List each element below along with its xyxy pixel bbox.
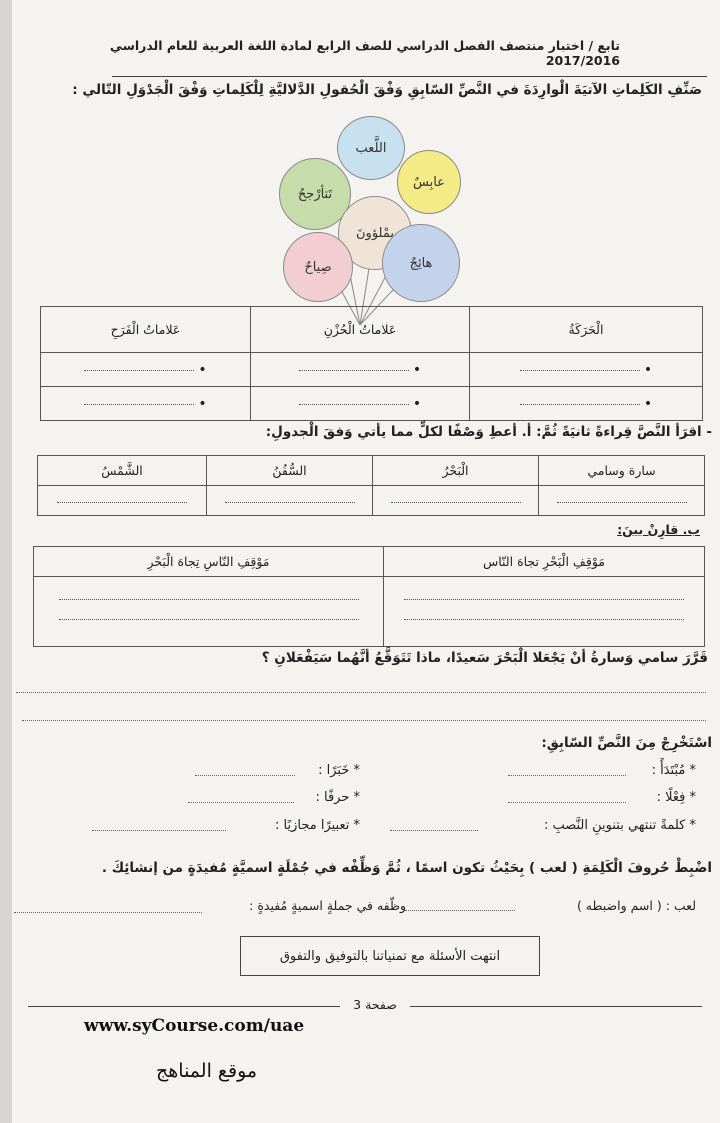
exam-header: تابع / اختبار منتصف الفصل الدراسي للصف الرابع لمادة اللغة العربية للعام الدراسي 2017/2016 (109, 38, 620, 68)
q1-answer-cell[interactable]: • (251, 387, 470, 421)
q2-description-table (37, 455, 705, 516)
q1-answer-cell[interactable]: • (251, 353, 470, 387)
q4-khabar-answer[interactable] (195, 775, 295, 776)
q4-mubtada-label: * مُبْتَدَأً : (651, 763, 696, 778)
q1-header-sadness: عَلاماتُ الْحُزْنِ (251, 307, 470, 353)
balloon-4: يمْلؤونَ (338, 196, 412, 270)
header-rule (112, 76, 707, 77)
compare-header-people-to-sea: مَوْقِفِ النّاسِ تِجاهَ الْبَحْرِ (34, 547, 384, 577)
page-number: صفحة 3 (353, 997, 397, 1012)
q4-fiil-answer[interactable] (508, 802, 626, 803)
q5-sentence-answer[interactable] (14, 912, 202, 913)
watermark-url[interactable]: www.syCourse.com/uae (84, 1016, 305, 1036)
q2-answer-cell[interactable] (539, 486, 705, 516)
balloon-3: تَتأرْجحُ (279, 158, 351, 230)
q4-title: اسْتَخْرِجْ مِنَ النَّصِّ السّابِقِ: (541, 735, 712, 751)
q4-majazi-answer[interactable] (92, 830, 226, 831)
balloon-2: عابِسٌ (397, 150, 461, 214)
footer-rule-right (410, 1006, 702, 1007)
watermark-site-name: موقع المناهج (156, 1060, 258, 1082)
q1-instruction: صَنِّفِ الكَلِماتِ الآتيَةَ الْوارِدَةَ في النَّصِّ السّابِقِ وَفْقَ الْحُقولِ الدَّلاليَّةِ لِلْكَلِماتِ وَفْقَ الْجَدْوَلِ التّالي : (72, 82, 702, 98)
q3-question: قَرَّرَ سامي وَسارةُ أنْ يَجْعَلا الْبَحْرَ سَعيدًا، ماذا تَتَوَقَّعُ أنَّهُما سَيَفْعَلانِ ؟ (261, 650, 708, 666)
compare-answer-cell[interactable] (34, 577, 384, 647)
q1-classification-table (40, 306, 703, 421)
q2-answer-cell[interactable] (207, 486, 373, 516)
q2-header-ships: السُّفُنُ (207, 456, 373, 486)
q4-fiil-label: * فِعْلًا : (656, 790, 696, 805)
balloon-5: صِياحٌ (283, 232, 353, 302)
q2-header-sun: الشَّمْسُ (38, 456, 207, 486)
q4-harf-label: * حرفًا : (315, 790, 360, 805)
compare-answer-cell[interactable] (384, 577, 705, 647)
q1-header-joy: عَلاماتُ الْفَرَحِ (41, 307, 251, 353)
q3-answer-line[interactable] (16, 692, 706, 693)
q4-khabar-label: * خَبَرًا : (318, 763, 360, 778)
q3-answer-line[interactable] (22, 720, 706, 721)
q1-answer-cell[interactable]: • (41, 353, 251, 387)
q5-noun-answer[interactable] (405, 910, 515, 911)
balloon-1: اللَّعب (337, 116, 405, 180)
q5-instruction: اضْبِطْ حُروفَ الْكَلِمَةِ ( لعب ) بِحَيْثُ تكون اسمًا ، ثُمَّ وَظِّفْه في جُمْلَةٍ اسميَّةٍ مُفيدَةٍ من إنشائِكَ . (101, 860, 712, 876)
balloon-6: هائِجٌ (382, 224, 460, 302)
q4-tanween-label: * كلمةً تنتهي بتنوينِ النَّصبِ : (543, 818, 696, 833)
compare-header-sea-to-people: مَوْقِفِ الْبَحْرِ تجاهَ النّاس (384, 547, 705, 577)
q1-answer-cell[interactable]: • (41, 387, 251, 421)
q2-compare-table (33, 546, 705, 647)
q2-instruction: - اقرَأ النَّصَّ قِراءةً ثانيَةً ثُمَّ: أ. أعطِ وَصْفًا لكلٍّ مما يأتي وَفقَ الْجدولِ: (265, 424, 712, 440)
closing-box: انتهت الأسئلة مع تمنياتنا بالتوفيق والتفوق (240, 936, 540, 976)
q1-header-movement: الْحَرَكَةُ (470, 307, 703, 353)
q4-harf-answer[interactable] (188, 802, 294, 803)
q2-header-sea: الْبَحْرُ (373, 456, 539, 486)
q5-label-noun: لعب : ( اسم واضبطه ) (576, 898, 696, 913)
q2-answer-cell[interactable] (373, 486, 539, 516)
q5-label-sentence: وظّفه في جملةٍ اسميةٍ مُفيدةٍ : (249, 898, 406, 913)
q1-answer-cell[interactable]: • (470, 353, 703, 387)
q4-tanween-answer[interactable] (390, 830, 478, 831)
q4-majazi-label: * تعبيرًا مجازيًا : (275, 818, 360, 833)
q2-compare-label: ب. قارِنْ بينَ: (617, 522, 700, 537)
q1-answer-cell[interactable]: • (470, 387, 703, 421)
q4-mubtada-answer[interactable] (508, 775, 626, 776)
footer-rule-left (28, 1006, 340, 1007)
q2-header-sara-sami: سارة وسامي (539, 456, 705, 486)
q2-answer-cell[interactable] (38, 486, 207, 516)
